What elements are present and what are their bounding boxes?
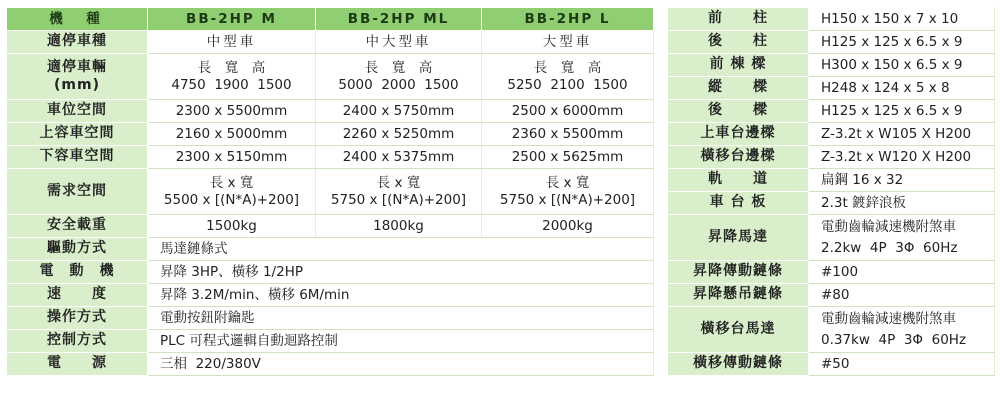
- table-row: [7, 215, 654, 238]
- formula-value: 5500 x [(N*A)+200]: [163, 191, 300, 208]
- table-row: [7, 261, 654, 284]
- spec-table-materials: [667, 7, 995, 376]
- model-name: BB-2HP M: [148, 8, 316, 31]
- table-row: [668, 261, 995, 284]
- row-label: 上車台邊樑: [668, 123, 809, 146]
- model-name: BB-2HP ML: [316, 8, 482, 31]
- cell-value: H125 x 125 x 6.5 x 9: [809, 31, 995, 54]
- table-row: [668, 77, 995, 100]
- row-label: 縱 樑: [668, 77, 809, 100]
- cell-value: 昇降 3HP、橫移 1/2HP: [148, 261, 654, 284]
- cell-value: 昇降 3.2M/min、橫移 6M/min: [148, 284, 654, 307]
- cell-value: H150 x 150 x 7 x 10: [809, 8, 995, 31]
- motor-type: 電動齒輪減速機附煞車: [821, 218, 956, 235]
- row-label: 橫移傳動鏈條: [668, 353, 809, 376]
- row-label: 前 柱: [668, 8, 809, 31]
- cell-value: 2400 x 5375mm: [316, 146, 482, 169]
- motor-type: 電動齒輪減速機附煞車: [821, 310, 956, 327]
- cell-value: #50: [809, 353, 995, 376]
- cell-value: 馬達鏈條式: [148, 238, 654, 261]
- cell-value: H300 x 150 x 6.5 x 9: [809, 54, 995, 77]
- row-label: [7, 54, 148, 100]
- table-row: [668, 8, 995, 31]
- dimension-values: 5250 2100 1500: [507, 76, 628, 93]
- cell-value: [148, 54, 316, 100]
- table-row: [668, 169, 995, 192]
- cell-value: 2500 x 5625mm: [482, 146, 654, 169]
- row-label: 昇降馬達: [668, 215, 809, 261]
- formula-heading: 長 x 寬: [376, 174, 421, 191]
- table-row: [668, 123, 995, 146]
- cell-value: [809, 215, 995, 261]
- row-label: 需求空間: [7, 169, 148, 215]
- formula-heading: 長 x 寬: [545, 174, 590, 191]
- table-row: [668, 284, 995, 307]
- cell-value: 2.3t 鍍鋅浪板: [809, 192, 995, 215]
- cell-value: [316, 169, 482, 215]
- row-label-line: 適停車輛: [47, 59, 107, 75]
- row-label: 軌 道: [668, 169, 809, 192]
- row-label: 橫移台邊樑: [668, 146, 809, 169]
- row-label: 安全載重: [7, 215, 148, 238]
- row-label: 操作方式: [7, 307, 148, 330]
- table-row: [668, 192, 995, 215]
- row-label: 橫移台馬達: [668, 307, 809, 353]
- row-label: 適停車種: [7, 31, 148, 54]
- dimension-heading: 長 寬 高: [364, 59, 433, 76]
- row-label: 前 棟 樑: [668, 54, 809, 77]
- cell-value: 1800kg: [316, 215, 482, 238]
- cell-value: 2500 x 6000mm: [482, 100, 654, 123]
- formula-heading: 長 x 寬: [209, 174, 254, 191]
- table-row: [7, 123, 654, 146]
- cell-value: Z-3.2t x W120 X H200: [809, 146, 995, 169]
- cell-value: [809, 307, 995, 353]
- cell-value: [482, 54, 654, 100]
- dimension-values: 5000 2000 1500: [338, 76, 459, 93]
- cell-value: 2000kg: [482, 215, 654, 238]
- row-label: 後 樑: [668, 100, 809, 123]
- cell-value: H248 x 124 x 5 x 8: [809, 77, 995, 100]
- table-row: [668, 146, 995, 169]
- row-label: 驅動方式: [7, 238, 148, 261]
- cell-value: 三相 220/380V: [148, 353, 654, 376]
- cell-value: 2400 x 5750mm: [316, 100, 482, 123]
- table-row: [7, 307, 654, 330]
- row-label: 控制方式: [7, 330, 148, 353]
- row-label: 車位空間: [7, 100, 148, 123]
- row-label: 電 源: [7, 353, 148, 376]
- dimension-heading: 長 寬 高: [197, 59, 266, 76]
- motor-spec: 0.37kw 4P 3Φ 60Hz: [821, 331, 967, 348]
- cell-value: [482, 169, 654, 215]
- formula-value: 5750 x [(N*A)+200]: [499, 191, 636, 208]
- cell-value: 大型車: [482, 31, 654, 54]
- row-label: 昇降傳動鏈條: [668, 261, 809, 284]
- table-row: [7, 353, 654, 376]
- cell-value: [316, 54, 482, 100]
- table-row: [7, 284, 654, 307]
- header-row: [7, 8, 654, 31]
- row-label: 電 動 機: [7, 261, 148, 284]
- row-label: 上容車空間: [7, 123, 148, 146]
- table-row: [7, 330, 654, 353]
- cell-value: H125 x 125 x 6.5 x 9: [809, 100, 995, 123]
- motor-spec: 2.2kw 4P 3Φ 60Hz: [821, 239, 958, 256]
- row-label-unit: (mm): [54, 76, 100, 93]
- cell-value: 2160 x 5000mm: [148, 123, 316, 146]
- cell-value: 2360 x 5500mm: [482, 123, 654, 146]
- cell-value: 中型車: [148, 31, 316, 54]
- table-row: [7, 54, 654, 100]
- table-row: [668, 215, 995, 261]
- cell-value: 2300 x 5150mm: [148, 146, 316, 169]
- row-label: 車 台 板: [668, 192, 809, 215]
- spec-table-models: [6, 7, 654, 376]
- table-row: [668, 31, 995, 54]
- cell-value: PLC 可程式邏輯自動迴路控制: [148, 330, 654, 353]
- cell-value: 2300 x 5500mm: [148, 100, 316, 123]
- table-row: [7, 238, 654, 261]
- table-row: [668, 353, 995, 376]
- cell-value: 中大型車: [316, 31, 482, 54]
- row-label: 速 度: [7, 284, 148, 307]
- cell-value: 2260 x 5250mm: [316, 123, 482, 146]
- table-row: [7, 100, 654, 123]
- cell-value: 扁鋼 16 x 32: [809, 169, 995, 192]
- formula-value: 5750 x [(N*A)+200]: [330, 191, 467, 208]
- cell-value: 電動按鈕附鑰匙: [148, 307, 654, 330]
- model-header-label: 機 種: [7, 8, 148, 31]
- table-row: [7, 169, 654, 215]
- row-label: 昇降懸吊鏈條: [668, 284, 809, 307]
- cell-value: #100: [809, 261, 995, 284]
- cell-value: Z-3.2t x W105 X H200: [809, 123, 995, 146]
- dimension-heading: 長 寬 高: [533, 59, 602, 76]
- cell-value: [148, 169, 316, 215]
- table-row: [7, 146, 654, 169]
- row-label: 下容車空間: [7, 146, 148, 169]
- cell-value: 1500kg: [148, 215, 316, 238]
- model-name: BB-2HP L: [482, 8, 654, 31]
- table-row: [668, 307, 995, 353]
- table-row: [668, 54, 995, 77]
- dimension-values: 4750 1900 1500: [171, 76, 292, 93]
- table-row: [7, 31, 654, 54]
- cell-value: #80: [809, 284, 995, 307]
- table-row: [668, 100, 995, 123]
- row-label: 後 柱: [668, 31, 809, 54]
